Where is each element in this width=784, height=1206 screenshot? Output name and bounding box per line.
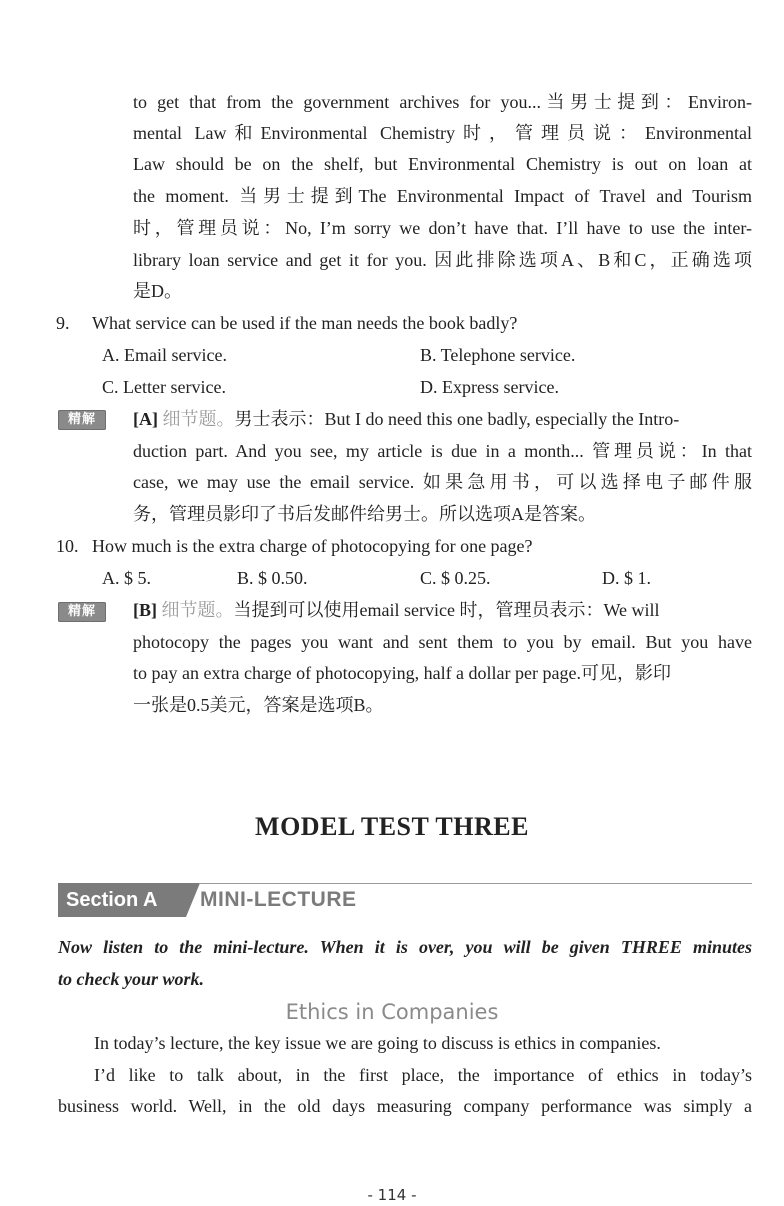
instruction-line: Now listen to the mini-lecture. When it is over, you will be given THREE minutes	[58, 937, 752, 957]
lecture-line: business world. Well, in the old days measuring company performance was simply a	[58, 1096, 752, 1116]
continuation-line: library loan service and get it for you. 因此排除选项A、B和C，正确选项	[133, 250, 752, 270]
explanation-line: to pay an extra charge of photocopying, half a dollar per page.可见，影印	[133, 663, 671, 683]
explanation-badge: 精解	[58, 602, 106, 622]
lecture-title: Ethics in Companies	[285, 1000, 499, 1024]
question-text: How much is the extra charge of photocopying for one page?	[92, 536, 533, 556]
instruction-line: to check your work.	[58, 969, 204, 989]
explanation-line: case, we may use the email service. 如果急用书，可以选择电子邮件服	[133, 472, 752, 492]
continuation-line: Law should be on the shelf, but Environmental Chemistry is out on loan at	[133, 154, 752, 174]
continuation-line: to get that from the government archives for you...当男士提到：Environ-	[133, 92, 752, 112]
continuation-line: the moment. 当男士提到The Environmental Impact of Travel and Tourism	[133, 186, 752, 206]
model-test-title: MODEL TEST THREE	[255, 812, 529, 841]
explanation-text: 男士表示：But I do need this one badly, especially the Intro-	[234, 409, 680, 429]
continuation-line: mental Law和Environmental Chemistry时，管理员说：Environmental	[133, 123, 752, 143]
option-d: D. $ 1.	[602, 568, 651, 588]
question-number: 9.	[56, 313, 70, 333]
page-number: - 114 -	[367, 1186, 417, 1204]
explanation-line: 务，管理员影印了书后发邮件给男士。所以选项A是答案。	[133, 504, 596, 524]
explanation-text: 当提到可以使用email service 时，管理员表示：We will	[233, 600, 660, 620]
option-a: A. $ 5.	[102, 568, 151, 588]
option-c: C. $ 0.25.	[420, 568, 491, 588]
answer-tag: [A]	[133, 409, 158, 429]
explanation-line	[133, 407, 752, 431]
lecture-line: I’d like to talk about, in the first place, the importance of ethics in today’s	[94, 1065, 752, 1085]
continuation-line: 时，管理员说：No, I’m sorry we don’t have that. I’ll have to use the inter-	[133, 218, 752, 238]
section-header	[58, 883, 752, 917]
detail-tag: 细节题。	[162, 409, 235, 429]
section-name: MINI-LECTURE	[200, 888, 357, 911]
answer-tag: [B]	[133, 600, 157, 620]
option-b: B. Telephone service.	[420, 345, 576, 365]
question-text: What service can be used if the man needs the book badly?	[92, 313, 518, 333]
question-number: 10.	[56, 536, 79, 556]
explanation-line: 一张是0.5美元，答案是选项B。	[133, 695, 384, 715]
lecture-line: In today’s lecture, the key issue we are going to discuss is ethics in companies.	[94, 1033, 661, 1053]
option-b: B. $ 0.50.	[237, 568, 308, 588]
continuation-line: 是D。	[133, 281, 182, 301]
option-a: A. Email service.	[102, 345, 227, 365]
explanation-badge: 精解	[58, 410, 106, 430]
section-slant	[186, 883, 200, 917]
explanation-line: photocopy the pages you want and sent them to you by email. But you have	[133, 632, 752, 652]
section-label: Section A	[58, 883, 186, 917]
explanation-line: duction part. And you see, my article is due in a month... 管理员说：In that	[133, 441, 752, 461]
option-d: D. Express service.	[420, 377, 559, 397]
explanation-line	[133, 598, 752, 622]
option-c: C. Letter service.	[102, 377, 226, 397]
detail-tag: 细节题。	[161, 600, 234, 620]
